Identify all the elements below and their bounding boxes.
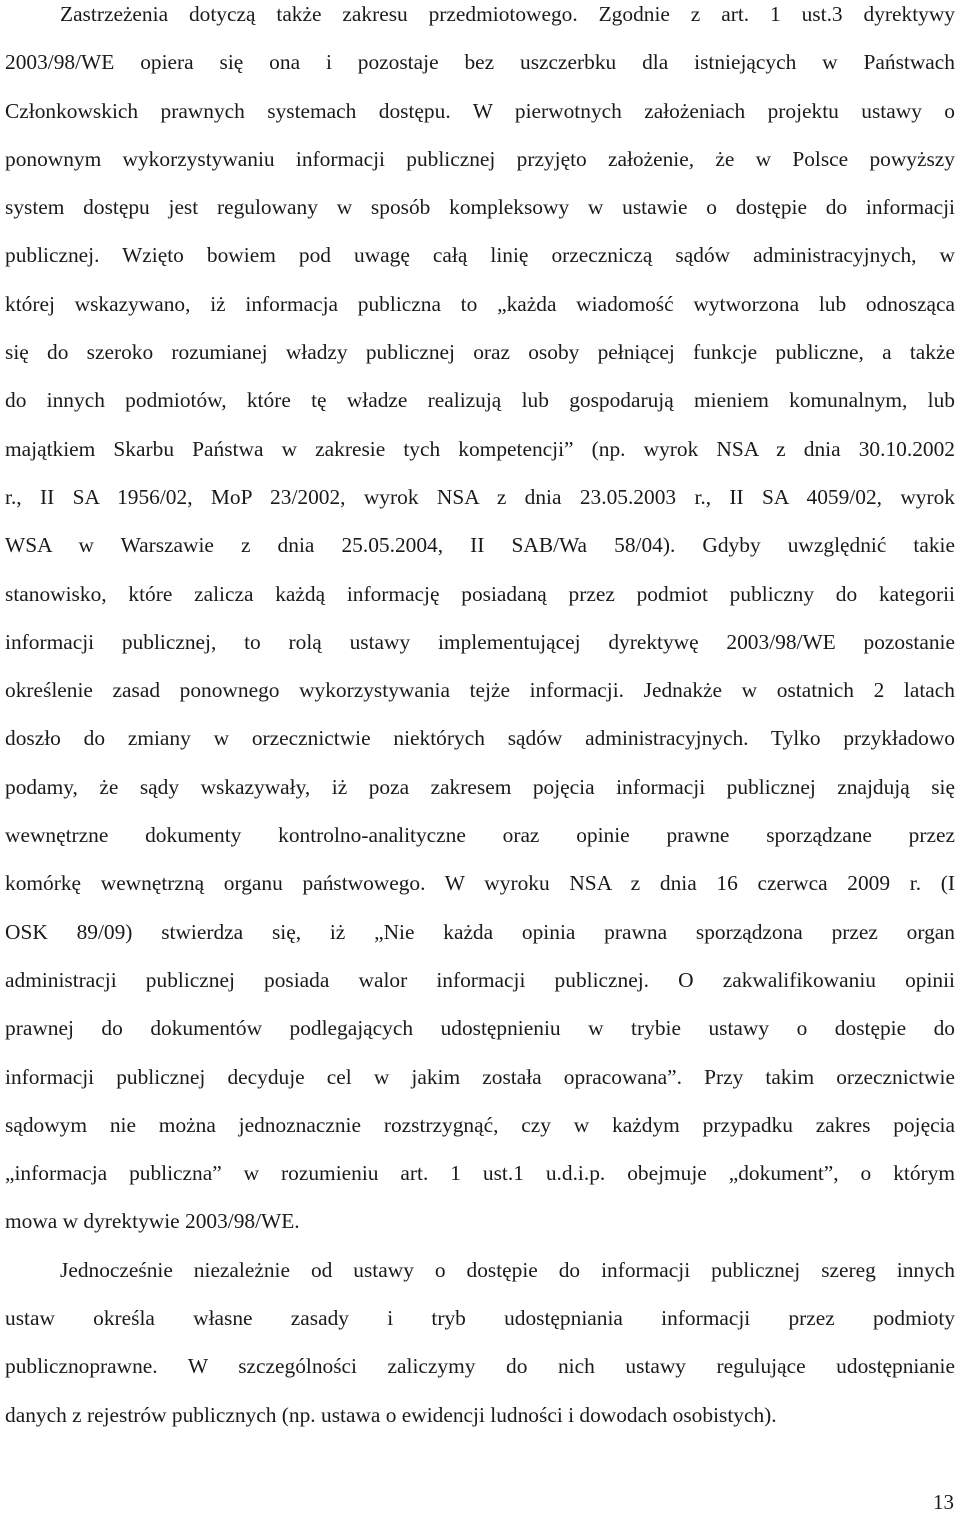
text-line: ustaw określa własne zasady i tryb udostępniania informacji przez podmioty: [5, 1306, 955, 1331]
text-line: podamy, że sądy wskazywały, iż poza zakresem pojęcia informacji publicznej znajdują się: [5, 774, 955, 799]
text-line: stanowisko, które zalicza każdą informację posiadaną przez podmiot publiczny do kategorii: [5, 581, 955, 606]
text-line: ponownym wykorzystywaniu informacji publicznej przyjęto założenie, że w Polsce powyższy: [5, 146, 955, 171]
text-line: mowa w dyrektywie 2003/98/WE.: [5, 1209, 300, 1234]
body-text: [5, 0, 955, 1439]
text-line: publicznoprawne. W szczególności zaliczymy do nich ustawy regulujące udostępnianie: [5, 1354, 955, 1379]
text-line: 2003/98/WE opiera się ona i pozostaje bez uszczerbku dla istniejących w Państwach: [5, 50, 955, 75]
text-line: r., II SA 1956/02, MoP 23/2002, wyrok NSA z dnia 23.05.2003 r., II SA 4059/02, wyrok: [5, 484, 955, 509]
text-line: określenie zasad ponownego wykorzystywania tejże informacji. Jednakże w ostatnich 2 latach: [5, 678, 955, 703]
paragraph-2: [5, 1246, 955, 1439]
text-line: której wskazywano, iż informacja publiczna to „każda wiadomość wytworzona lub odnosząca: [5, 291, 955, 316]
text-line: majątkiem Skarbu Państwa w zakresie tych kompetencji” (np. wyrok NSA z dnia 30.10.2002: [5, 436, 955, 461]
text-line: do innych podmiotów, które tę władze realizują lub gospodarują mieniem komunalnym, lub: [5, 388, 955, 413]
text-line: administracji publicznej posiada walor informacji publicznej. O zakwalifikowaniu opinii: [5, 967, 955, 992]
text-line: wewnętrzne dokumenty kontrolno-analityczne oraz opinie prawne sporządzane przez: [5, 823, 955, 848]
text-line: Członkowskich prawnych systemach dostępu. W pierwotnych założeniach projektu ustawy o: [5, 98, 955, 123]
text-line: danych z rejestrów publicznych (np. ustawa o ewidencji ludności i dowodach osobistych).: [5, 1402, 777, 1427]
text-line: informacji publicznej, to rolą ustawy implementującej dyrektywę 2003/98/WE pozostanie: [5, 629, 955, 654]
text-line: Zastrzeżenia dotyczą także zakresu przedmiotowego. Zgodnie z art. 1 ust.3 dyrektywy: [60, 2, 955, 26]
page-number: 13: [933, 1490, 954, 1514]
text-line: system dostępu jest regulowany w sposób kompleksowy w ustawie o dostępie do informacji: [5, 195, 955, 220]
text-line: informacji publicznej decyduje cel w jakim została opracowana”. Przy takim orzecznictwie: [5, 1064, 955, 1089]
text-line: WSA w Warszawie z dnia 25.05.2004, II SAB/Wa 58/04). Gdyby uwzględnić takie: [5, 533, 955, 558]
text-line: sądowym nie można jednoznacznie rozstrzygnąć, czy w każdym przypadku zakres pojęcia: [5, 1112, 955, 1137]
text-line: publicznej. Wzięto bowiem pod uwagę całą linię orzeczniczą sądów administracyjnych, w: [5, 243, 955, 268]
text-line: Jednocześnie niezależnie od ustawy o dostępie do informacji publicznej szereg innych: [60, 1257, 955, 1282]
text-line: się do szeroko rozumianej władzy publicznej oraz osoby pełniącej funkcje publiczne, a także: [5, 340, 955, 365]
paragraph-1: [5, 0, 955, 1246]
text-line: „informacja publiczna” w rozumieniu art. 1 ust.1 u.d.i.p. obejmuje „dokument”, o którym: [5, 1161, 955, 1186]
text-line: doszło do zmiany w orzecznictwie niektórych sądów administracyjnych. Tylko przykładowo: [5, 726, 955, 751]
text-line: prawnej do dokumentów podlegających udostępnieniu w trybie ustawy o dostępie do: [5, 1016, 955, 1041]
text-line: komórkę wewnętrzną organu państwowego. W wyroku NSA z dnia 16 czerwca 2009 r. (I: [5, 871, 955, 896]
text-line: OSK 89/09) stwierdza się, iż „Nie każda opinia prawna sporządzona przez organ: [5, 919, 955, 944]
